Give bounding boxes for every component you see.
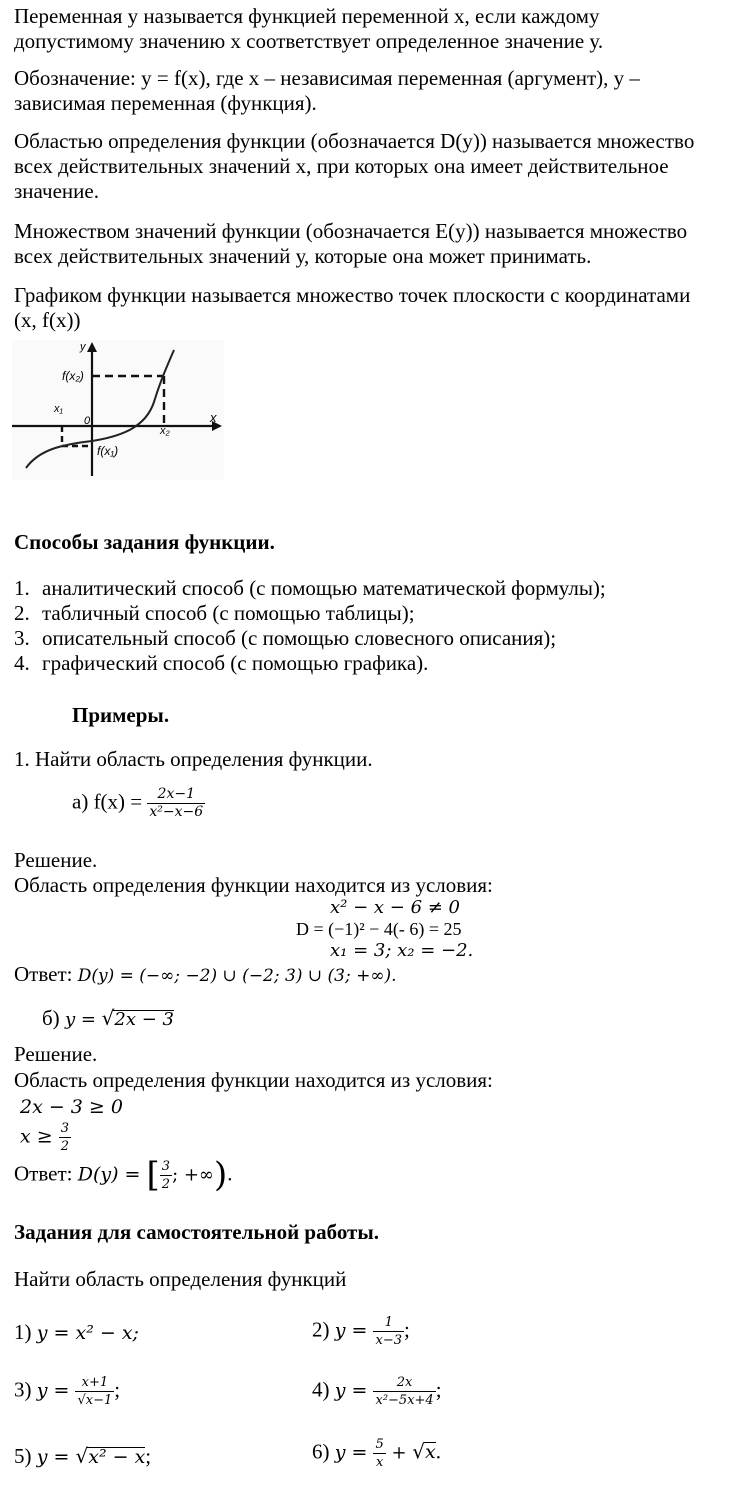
fraction xyxy=(147,786,205,821)
methods-list xyxy=(14,576,606,676)
task-label: 6) xyxy=(312,1439,335,1464)
denominator: 2 xyxy=(161,1177,171,1192)
discriminant-line: D = (−1)² − 4(- 6) = 25 xyxy=(296,919,462,939)
methods-heading: Способы задания функции. xyxy=(14,530,275,554)
denominator: 2 xyxy=(60,1139,69,1154)
task-5: 5) y = √x² − x; xyxy=(14,1444,152,1468)
definition-function xyxy=(14,4,603,54)
task-2: 2) y = $\frac{1}{x-3}$ ; xyxy=(312,1315,410,1348)
sqrt-icon: √ xyxy=(412,1439,426,1464)
text-line: Областью определения функции (обозначается D(y)) называется множество xyxy=(14,129,695,153)
definition-domain xyxy=(14,129,694,204)
task-3: 3) y = $\frac{x+1}{√x-1}$ ; xyxy=(14,1375,121,1408)
plus-sign: + xyxy=(385,1442,413,1464)
fraction xyxy=(59,1120,71,1155)
numerator: 2x−1 xyxy=(157,786,195,802)
solution-label: Решение. xyxy=(14,848,98,872)
x1-label: x₁ xyxy=(54,403,63,415)
definition-range xyxy=(14,219,687,269)
x2-label: x₂ xyxy=(160,425,170,437)
task-formula: y = x² − x; xyxy=(36,1322,139,1344)
numerator: 1 xyxy=(384,1315,393,1330)
fx2-label: f(x₂) xyxy=(62,369,84,383)
fraction xyxy=(75,1374,114,1409)
text-line: Множеством значений функции (обозначается E(y)) называется множество xyxy=(14,219,688,243)
text-line: допустимому значению х соответствует определенное значение у. xyxy=(14,29,604,53)
equation-line: x² − x − 6 ≠ 0 xyxy=(330,897,460,918)
solution-label-b: Решение. xyxy=(14,1042,98,1066)
text-line: Обозначение: у = f(x), где х – независимая переменная (аргумент), у – xyxy=(14,66,640,90)
fraction xyxy=(160,1158,172,1193)
sqrt-icon: √ xyxy=(75,1444,89,1468)
denominator: x²−x−6 xyxy=(149,804,204,820)
text-line: Переменная у называется функцией переменной х, если каждому xyxy=(14,4,600,28)
answer-label: Ответ: xyxy=(14,962,78,986)
fraction xyxy=(373,1374,435,1409)
text-line: (х, f(x)) xyxy=(14,308,81,332)
right-paren-icon: ) xyxy=(213,1155,228,1195)
tasks-heading: Задания для самостоятельной работы. xyxy=(14,1220,380,1244)
condition-text: Область определения функции находится из условия: xyxy=(14,873,493,897)
origin-label: 0 xyxy=(84,415,91,427)
task-label: 2) xyxy=(312,1317,335,1342)
task-1 xyxy=(14,1320,139,1346)
list-item: 2. табличный способ (с помощью таблицы); xyxy=(14,601,415,625)
inequality-result xyxy=(20,1120,71,1155)
list-item: 3. описательный способ (с помощью словесного описания); xyxy=(14,626,557,650)
lhs: y = xyxy=(334,1441,374,1464)
list-item: 1. аналитический способ (с помощью математической формулы); xyxy=(14,576,606,600)
tasks-intro: Найти область определения функций xyxy=(14,1267,347,1291)
task-6: 6) y = $\frac{5}{x}$ + √x. xyxy=(312,1437,442,1470)
text-line: всех действительных значений х, при которых она имеет действительное xyxy=(14,154,669,178)
fx1-label: f(x₁) xyxy=(97,444,119,458)
condition-text-b: Область определения функции находится из условия: xyxy=(14,1068,493,1092)
example-a-label: а) f(x) = xyxy=(72,789,148,814)
task-4: 4) y = $\frac{2x}{\text{x²−5x+4}}$ ; xyxy=(312,1375,442,1408)
list-item: 4. графический способ (с помощью графика). xyxy=(14,651,429,675)
x-axis-label: x xyxy=(210,410,217,425)
text-line: всех действительных значений у, которые она может принимать. xyxy=(14,244,592,268)
roots-line: x₁ = 3; x₂ = −2. xyxy=(330,940,474,961)
function-graph-figure xyxy=(12,340,224,480)
example-b-label: б) xyxy=(42,1006,65,1030)
task-label: 5) xyxy=(14,1444,37,1468)
example-task: 1. Найти область определения функции. xyxy=(14,747,373,771)
inequality-line: 2x − 3 ≥ 0 xyxy=(20,1096,123,1118)
task-label: 3) xyxy=(14,1377,37,1402)
numerator: 3 xyxy=(60,1121,69,1136)
example-a xyxy=(72,786,205,821)
interval-rest: ; +∞ xyxy=(172,1164,214,1186)
denominator: x−3 xyxy=(375,1333,402,1348)
lhs: y = xyxy=(334,1319,374,1342)
definition-notation xyxy=(14,66,640,116)
lhs: y = xyxy=(36,1446,76,1468)
text-line: зависимая переменная (функция). xyxy=(14,91,317,115)
denominator: √x−1 xyxy=(77,1393,113,1408)
answer-b: Ответ: D(y) = [ $\frac{3}{2}$ ; +∞). xyxy=(14,1155,233,1195)
radicand: x² − x xyxy=(88,1446,146,1468)
numerator: 2x xyxy=(396,1375,413,1390)
answer-label: Ответ: xyxy=(14,1161,78,1186)
lhs: D(y) = xyxy=(77,1163,147,1186)
radicand: 2x − 3 xyxy=(114,1009,174,1030)
example-b xyxy=(42,1006,174,1032)
numerator: 3 xyxy=(161,1159,171,1174)
denominator: x xyxy=(373,1453,385,1471)
task-label: 4) xyxy=(312,1377,335,1402)
graph-background xyxy=(12,340,224,480)
lhs: x ≥ xyxy=(20,1125,59,1148)
answer-value: D(y) = (−∞; −2) ∪ (−2; 3) ∪ (3; +∞). xyxy=(77,966,397,986)
radicand: x xyxy=(425,1441,436,1464)
definition-graph xyxy=(14,283,690,333)
numerator: x+1 xyxy=(81,1375,109,1390)
lhs: y = xyxy=(36,1379,76,1402)
left-bracket-icon: [ xyxy=(146,1155,160,1195)
y-axis-label: y xyxy=(80,341,86,353)
examples-heading: Примеры. xyxy=(72,703,170,727)
task-label: 1) xyxy=(14,1320,37,1344)
fraction xyxy=(373,1314,404,1349)
sqrt-icon: √ xyxy=(101,1006,115,1030)
numerator: 5 xyxy=(375,1437,384,1452)
text-line: значение. xyxy=(14,179,99,203)
answer-a xyxy=(14,962,397,989)
text-line: Графиком функции называется множество точек плоскости с координатами xyxy=(14,283,691,307)
denominator: x²−5x+4 xyxy=(375,1393,434,1408)
fraction xyxy=(373,1436,385,1471)
lhs: y = xyxy=(334,1379,374,1402)
lhs: y = xyxy=(64,1009,102,1030)
